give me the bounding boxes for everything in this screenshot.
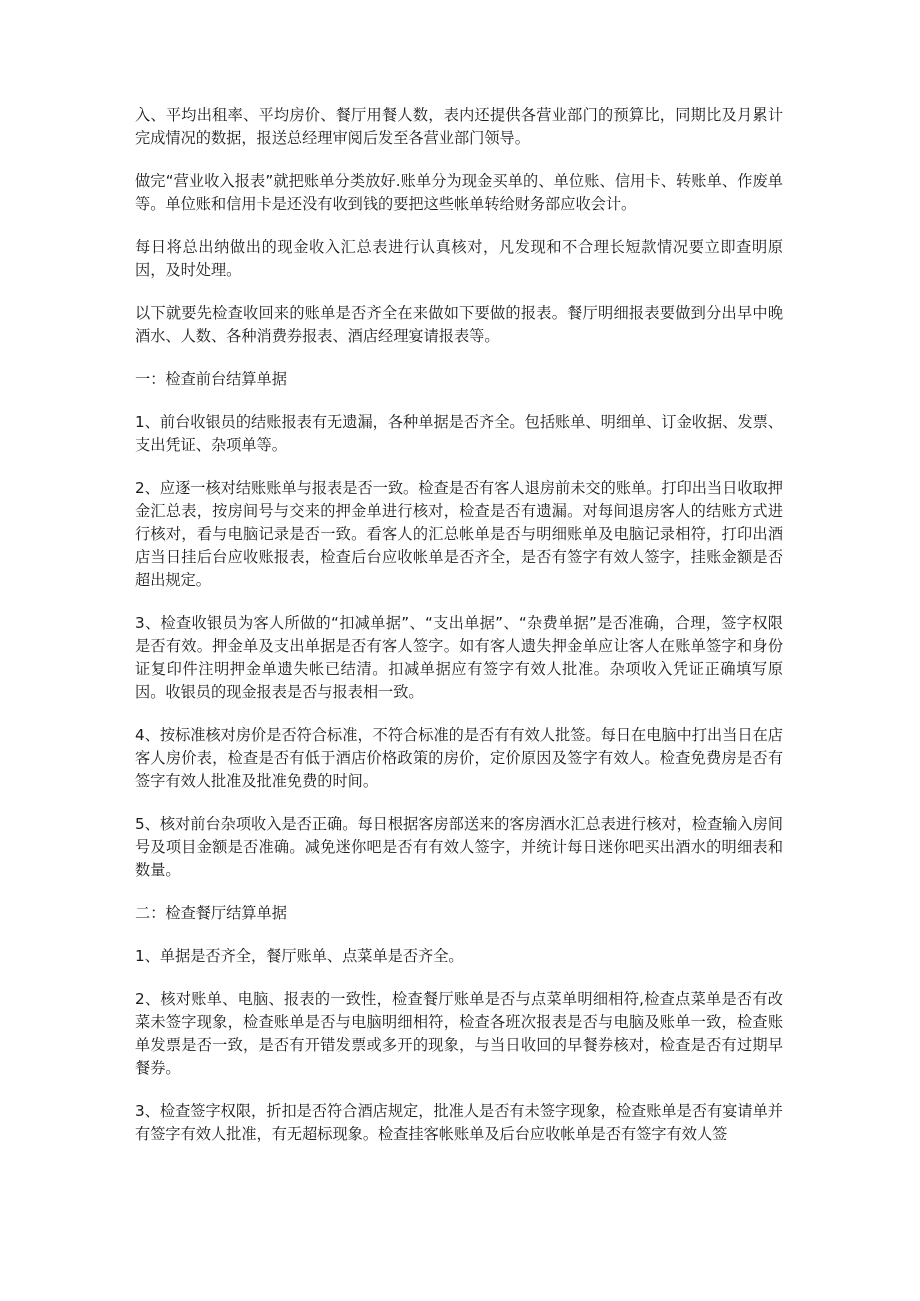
list-item: 5、核对前台杂项收入是否正确。每日根据客房部送来的客房酒水汇总表进行核对，检查输入房间号及项目金额是否准确。减免迷你吧是否有有效人签字，并统计每日迷你吧买出酒水的明细表和数量。: [135, 815, 783, 879]
paragraph: 每日将总出纳做出的现金收入汇总表进行认真核对，凡发现和不合理长短款情况要立即查明原因，及时处理。: [135, 238, 783, 279]
document-page: [135, 104, 783, 1166]
list-item: 1、前台收银员的结账报表有无遗漏，各种单据是否齐全。包括账单、明细单、订金收据、发票、支出凭证、杂项单等。: [135, 413, 783, 454]
section-heading: 二：检查餐厅结算单据: [135, 904, 287, 922]
paragraph: 入、平均出租率、平均房价、餐厅用餐人数，表内还提供各营业部门的预算比，同期比及月累计完成情况的数据，报送总经理审阅后发至各营业部门领导。: [135, 106, 783, 147]
list-item: 2、核对账单、电脑、报表的一致性，检查餐厅账单是否与点菜单明细相符,检查点菜单是否有改菜未签字现象，检查账单是否与电脑明细相符，检查各班次报表是否与电脑及账单一致，检查账单发票是否一致，是否有开错发票或多开的现象，与当日收回的早餐券核对，检查是否有过期早餐券。: [135, 990, 783, 1077]
list-item: 3、检查收银员为客人所做的“扣减单据”、“支出单据”、“杂费单据”是否准确，合理，签字权限是否有效。押金单及支出单据是否有客人签字。如有客人遗失押金单应让客人在账单签字和身份证复印件注明押金单遗失帐已结清。扣减单据应有签字有效人批准。杂项收入凭证正确填写原因。收银员的现金报表是否与报表相一致。: [135, 614, 783, 701]
list-item: 3、检查签字权限，折扣是否符合酒店规定，批准人是否有未签字现象，检查账单是否有宴请单并有签字有效人批准，有无超标现象。检查挂客帐账单及后台应收帐单是否有签字有效人签: [135, 1102, 783, 1143]
list-item: 1、单据是否齐全，餐厅账单、点菜单是否齐全。: [135, 947, 464, 965]
list-item: 4、按标准核对房价是否符合标准，不符合标准的是否有有效人批签。每日在电脑中打出当日在店客人房价表，检查是否有低于酒店价格政策的房价，定价原因及签字有效人。检查免费房是否有签字有效人批准及批准免费的时间。: [135, 726, 783, 790]
paragraph: 以下就要先检查收回来的账单是否齐全在来做如下要做的报表。餐厅明细报表要做到分出早中晚酒水、人数、各种消费券报表、酒店经理宴请报表等。: [135, 304, 783, 345]
list-item: 2、应逐一核对结账账单与报表是否一致。检查是否有客人退房前未交的账单。打印出当日收取押金汇总表，按房间号与交来的押金单进行核对，检查是否有遗漏。对每间退房客人的结账方式进行核对，看与电脑记录是否一致。看客人的汇总帐单是否与明细账单及电脑记录相符，打印出酒店当日挂后台应收账报表，检查后台应收帐单是否齐全，是否有签字有效人签字，挂账金额是否超出规定。: [135, 479, 783, 589]
section-heading: 一：检查前台结算单据: [135, 370, 287, 388]
paragraph: 做完“营业收入报表”就把账单分类放好.账单分为现金买单的、单位账、信用卡、转账单、作废单等。单位账和信用卡是还没有收到钱的要把这些帐单转给财务部应收会计。: [135, 172, 783, 213]
